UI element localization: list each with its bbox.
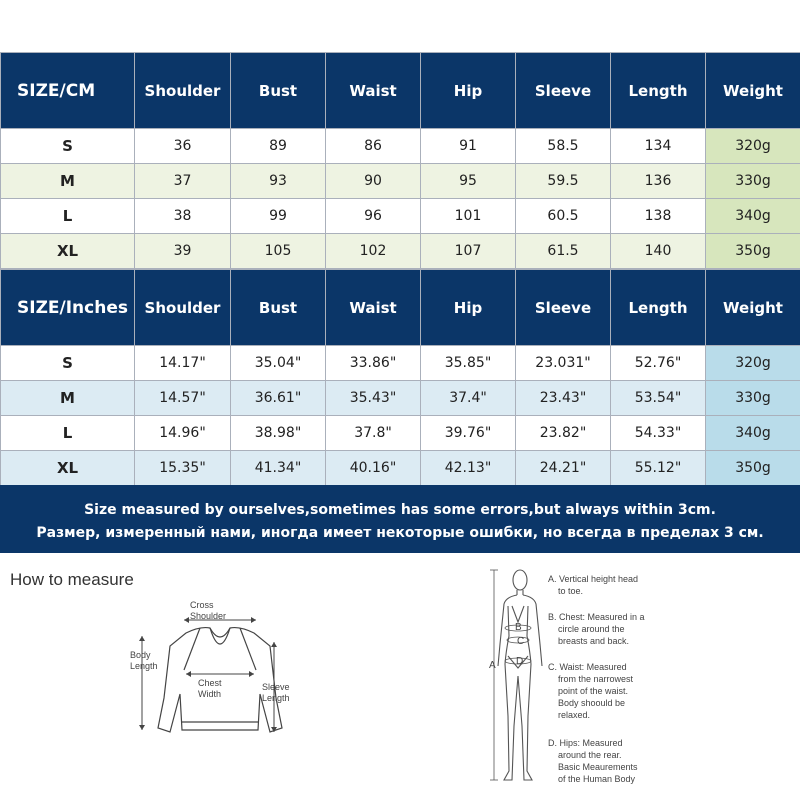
table-row — [1, 234, 800, 269]
size-cell: M — [1, 164, 135, 199]
letter-d: D — [516, 656, 524, 667]
header-cell-bust: Bust — [231, 53, 326, 129]
table-cell: 53.54" — [611, 381, 706, 416]
letter-a: A — [489, 660, 496, 671]
header-cell-shoulder: Shoulder — [135, 270, 231, 346]
weight-cell: 330g — [706, 381, 800, 416]
size-cell: S — [1, 129, 135, 164]
table-cell: 39 — [135, 234, 231, 269]
table-cell: 90 — [326, 164, 421, 199]
cross-shoulder-label: Cross Shoulder — [190, 600, 227, 621]
header-cell-size: SIZE/Inches — [1, 270, 135, 346]
table-cell: 136 — [611, 164, 706, 199]
weight-cell: 320g — [706, 129, 800, 164]
table-cell: 107 — [421, 234, 516, 269]
chest-width-label: Chest Width — [198, 678, 222, 699]
table-header-row — [1, 270, 800, 346]
header-cell-length: Length — [611, 53, 706, 129]
size-cell: L — [1, 199, 135, 234]
table-cell: 36.61" — [231, 381, 326, 416]
table-cell: 61.5 — [516, 234, 611, 269]
table-cell: 14.17" — [135, 346, 231, 381]
header-cell-waist: Waist — [326, 53, 421, 129]
table-cell: 89 — [231, 129, 326, 164]
table-cell: 101 — [421, 199, 516, 234]
table-cell: 86 — [326, 129, 421, 164]
table-cell: 55.12" — [611, 451, 706, 486]
weight-cell: 350g — [706, 451, 800, 486]
table-cell: 35.04" — [231, 346, 326, 381]
table-cell: 102 — [326, 234, 421, 269]
table-cell: 95 — [421, 164, 516, 199]
weight-cell: 330g — [706, 164, 800, 199]
weight-cell: 340g — [706, 416, 800, 451]
table-cell: 37.4" — [421, 381, 516, 416]
human-body-diagram — [486, 566, 550, 788]
header-cell-sleeve: Sleeve — [516, 270, 611, 346]
table-row — [1, 451, 800, 486]
table-cell: 35.43" — [326, 381, 421, 416]
size-cell: L — [1, 416, 135, 451]
note-english: Size measured by ourselves,sometimes has some errors,but always within 3cm. — [84, 502, 716, 518]
table-cell: 105 — [231, 234, 326, 269]
table-cell: 58.5 — [516, 129, 611, 164]
table-cell: 134 — [611, 129, 706, 164]
weight-cell: 350g — [706, 234, 800, 269]
table-cell: 96 — [326, 199, 421, 234]
header-cell-hip: Hip — [421, 53, 516, 129]
table-cell: 14.57" — [135, 381, 231, 416]
table-cell: 38 — [135, 199, 231, 234]
table-cell: 60.5 — [516, 199, 611, 234]
header-cell-shoulder: Shoulder — [135, 53, 231, 129]
note-russian: Размер, измеренный нами, иногда имеет некоторые ошибки, но всегда в пределах 3 см. — [36, 525, 764, 541]
table-cell: 35.85" — [421, 346, 516, 381]
size-cell: S — [1, 346, 135, 381]
size-table-inches — [0, 269, 800, 486]
table-cell: 33.86" — [326, 346, 421, 381]
table-cell: 42.13" — [421, 451, 516, 486]
table-cell: 91 — [421, 129, 516, 164]
header-cell-size: SIZE/CM — [1, 53, 135, 129]
annotation-b: B. Chest: Measured in a circle around the breasts and back. — [548, 612, 645, 646]
table-cell: 138 — [611, 199, 706, 234]
table-cell: 23.031" — [516, 346, 611, 381]
header-cell-weight: Weight — [706, 270, 800, 346]
annotation-c: C. Waist: Measured from the narrowest point of the waist. Body shoould be relaxed. — [548, 662, 634, 720]
table-row — [1, 164, 800, 199]
table-cell: 37.8" — [326, 416, 421, 451]
annotation-a: A. Vertical height head to toe. — [548, 574, 639, 596]
table-cell: 23.82" — [516, 416, 611, 451]
size-table-cm — [0, 52, 800, 269]
table-cell: 23.43" — [516, 381, 611, 416]
annotation-d: D. Hips: Measured around the rear. Basic Meaurements of the Human Body — [548, 738, 638, 784]
weight-cell: 340g — [706, 199, 800, 234]
table-cell: 59.5 — [516, 164, 611, 199]
weight-cell: 320g — [706, 346, 800, 381]
table-cell: 54.33" — [611, 416, 706, 451]
table-cell: 39.76" — [421, 416, 516, 451]
header-cell-length: Length — [611, 270, 706, 346]
size-cell: XL — [1, 234, 135, 269]
size-cell: M — [1, 381, 135, 416]
sleeve-length-label: Sleeve Length — [262, 682, 290, 703]
table-row — [1, 199, 800, 234]
table-cell: 36 — [135, 129, 231, 164]
header-cell-bust: Bust — [231, 270, 326, 346]
table-cell: 38.98" — [231, 416, 326, 451]
table-cell: 140 — [611, 234, 706, 269]
header-cell-weight: Weight — [706, 53, 800, 129]
table-header-row — [1, 53, 800, 129]
table-cell: 41.34" — [231, 451, 326, 486]
header-cell-hip: Hip — [421, 270, 516, 346]
header-cell-sleeve: Sleeve — [516, 53, 611, 129]
table-row — [1, 416, 800, 451]
size-cell: XL — [1, 451, 135, 486]
header-cell-waist: Waist — [326, 270, 421, 346]
measurement-note — [0, 485, 800, 553]
table-cell: 93 — [231, 164, 326, 199]
table-cell: 15.35" — [135, 451, 231, 486]
table-cell: 40.16" — [326, 451, 421, 486]
letter-c: C — [517, 636, 525, 647]
how-to-measure-title: How to measure — [10, 570, 134, 589]
table-row — [1, 129, 800, 164]
table-cell: 52.76" — [611, 346, 706, 381]
table-cell: 37 — [135, 164, 231, 199]
table-row — [1, 381, 800, 416]
table-cell: 24.21" — [516, 451, 611, 486]
table-cell: 99 — [231, 199, 326, 234]
table-cell: 14.96" — [135, 416, 231, 451]
table-row — [1, 346, 800, 381]
letter-b: B — [515, 622, 522, 633]
body-length-label: Body Length — [130, 650, 158, 671]
